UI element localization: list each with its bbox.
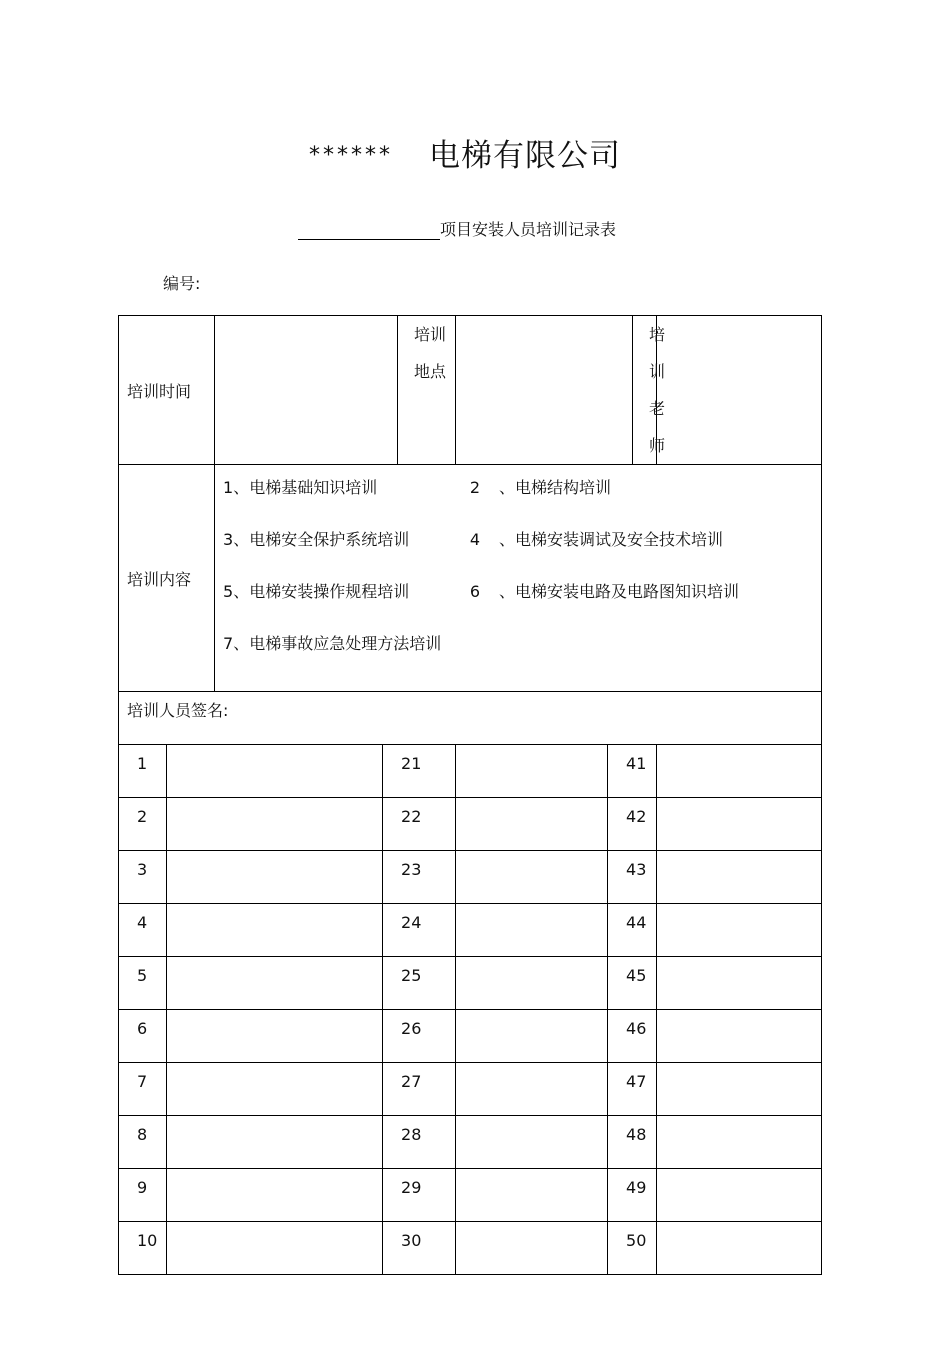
table-row [119,1063,822,1116]
content-item: 1、电梯基础知识培训 [223,478,378,497]
teacher-label [633,316,666,465]
content-item-row [223,577,821,629]
form-subtitle [298,217,616,240]
time-value-cell[interactable] [215,316,398,465]
row-number: 41 [608,745,657,798]
content-item-row [223,473,821,525]
signature-cell[interactable] [456,1222,608,1275]
signature-label: 培训人员签名: [119,692,822,745]
signature-cell[interactable] [657,1169,822,1222]
row-number: 4 [119,904,167,957]
signature-cell[interactable] [456,1169,608,1222]
teacher-label-line2: 老师 [649,399,666,455]
row-number: 9 [119,1169,167,1222]
row-number: 21 [383,745,456,798]
signature-cell[interactable] [657,1222,822,1275]
signature-cell[interactable] [167,1010,383,1063]
content-item-number: 6 [469,582,481,601]
content-item-number: 4 [469,530,481,549]
row-number: 45 [608,957,657,1010]
row-number: 25 [383,957,456,1010]
company-name: 电梯有限公司 [429,138,621,174]
signature-cell[interactable] [167,1116,383,1169]
row-number: 44 [608,904,657,957]
row-number: 5 [119,957,167,1010]
table-row [119,1010,822,1063]
project-name-blank[interactable] [298,221,440,240]
row-number: 47 [608,1063,657,1116]
signature-cell[interactable] [657,904,822,957]
content-item: 3、电梯安全保护系统培训 [223,530,410,549]
row-number: 24 [383,904,456,957]
content-item-row [223,525,821,577]
signature-header-row [119,692,822,745]
content-label: 培训内容 [119,465,215,692]
row-number: 43 [608,851,657,904]
location-value-cell[interactable] [456,316,633,465]
row-number: 28 [383,1116,456,1169]
location-label [398,316,456,465]
table-row [119,957,822,1010]
signature-cell[interactable] [456,1010,608,1063]
row-number: 23 [383,851,456,904]
table-row [119,904,822,957]
row-number: 30 [383,1222,456,1275]
signature-cell[interactable] [167,1063,383,1116]
signature-cell[interactable] [167,1169,383,1222]
row-number: 49 [608,1169,657,1222]
signature-cell[interactable] [657,1116,822,1169]
subtitle-text: 项目安装人员培训记录表 [440,220,617,239]
training-record-table [118,315,822,1275]
row-number: 3 [119,851,167,904]
signature-cell[interactable] [456,904,608,957]
company-title [0,130,930,175]
doc-number-label: 编号: [163,274,201,293]
signature-cell[interactable] [657,745,822,798]
row-number: 2 [119,798,167,851]
content-item: 5、电梯安装操作规程培训 [223,582,410,601]
teacher-label-line1: 培训 [649,325,666,381]
signature-cell[interactable] [456,745,608,798]
time-label: 培训时间 [119,316,215,465]
teacher-value-cell[interactable] [657,316,822,465]
row-number: 46 [608,1010,657,1063]
row-number: 48 [608,1116,657,1169]
signature-cell[interactable] [657,851,822,904]
table-row [119,1169,822,1222]
table-row [119,851,822,904]
row-number: 27 [383,1063,456,1116]
row-number: 7 [119,1063,167,1116]
row-number: 22 [383,798,456,851]
table-row [119,798,822,851]
row-number: 26 [383,1010,456,1063]
header-row [119,316,822,465]
content-item-row [223,629,821,681]
content-item: 、电梯结构培训 [499,478,612,497]
signature-cell[interactable] [657,957,822,1010]
signature-cell[interactable] [456,851,608,904]
content-item-number: 2 [469,478,481,497]
signature-cell[interactable] [456,957,608,1010]
signature-cell[interactable] [167,851,383,904]
signature-cell[interactable] [167,798,383,851]
content-list [215,465,822,692]
row-number: 29 [383,1169,456,1222]
row-number: 50 [608,1222,657,1275]
content-row [119,465,822,692]
row-number: 10 [119,1222,167,1275]
signature-cell[interactable] [167,1222,383,1275]
row-number: 42 [608,798,657,851]
signature-cell[interactable] [456,1063,608,1116]
row-number: 8 [119,1116,167,1169]
content-item: 、电梯安装电路及电路图知识培训 [499,582,740,601]
signature-cell[interactable] [456,798,608,851]
content-item: 、电梯安装调试及安全技术培训 [499,530,724,549]
signature-cell[interactable] [657,1010,822,1063]
signature-cell[interactable] [657,798,822,851]
table-row [119,745,822,798]
row-number: 6 [119,1010,167,1063]
row-number: 1 [119,745,167,798]
location-label-line1: 培训 [414,325,447,344]
content-item: 7、电梯事故应急处理方法培训 [223,634,442,653]
signature-cell[interactable] [657,1063,822,1116]
company-stars: ****** [309,143,393,168]
signature-cell[interactable] [167,957,383,1010]
signature-cell[interactable] [167,904,383,957]
table-row [119,1222,822,1275]
location-label-line2: 地点 [414,362,447,381]
signature-cell[interactable] [456,1116,608,1169]
table-row [119,1116,822,1169]
signature-cell[interactable] [167,745,383,798]
